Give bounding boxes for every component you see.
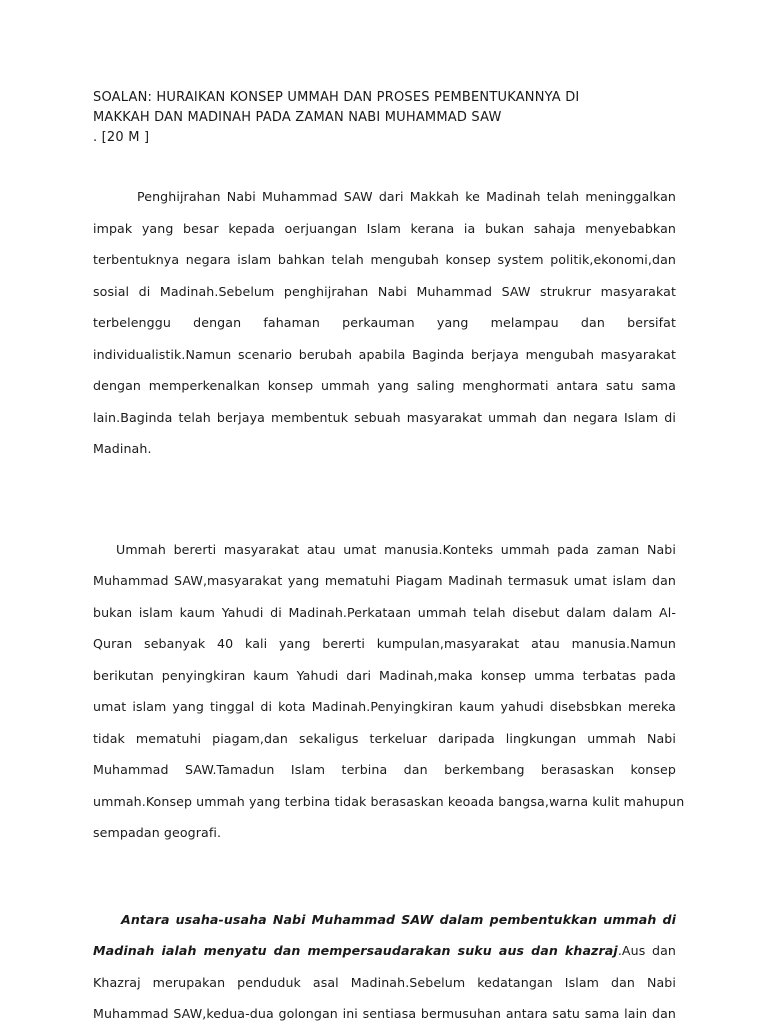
- regular-text: .Aus dan: [617, 943, 676, 958]
- paragraph-line: Muhammad SAW,masyarakat yang mematuhi Piagam Madinah termasuk umat islam dan: [93, 573, 676, 588]
- question-line-2: MAKKAH DAN MADINAH PADA ZAMAN NABI MUHAMMAD SAW: [93, 110, 502, 125]
- paragraph-line: [93, 935, 676, 967]
- paragraph-line: sosial di Madinah.Sebelum penghijrahan Nabi Muhammad SAW strukrur masyarakat: [93, 283, 676, 299]
- question-heading: [93, 88, 693, 148]
- paragraph-line: Quran sebanyak 40 kali yang bererti kumpulan,masyarakat atau manusia.Namun: [93, 636, 676, 651]
- question-marks: . [20 M ]: [93, 130, 150, 145]
- paragraph-line: Madinah.: [93, 441, 152, 456]
- paragraph-line: berikutan penyingkiran kaum Yahudi dari Madinah,maka konsep umma terbatas pada: [93, 667, 676, 683]
- paragraph-line: terbentuknya negara islam bahkan telah mengubah konsep system politik,ekonomi,dan: [93, 252, 676, 267]
- paragraph-ummah-definition: [93, 534, 685, 849]
- paragraph-line: impak yang besar kepada oerjuangan Islam kerana ia bukan sahaja menyebabkan: [93, 220, 676, 236]
- paragraph-line: Penghijrahan Nabi Muhammad SAW dari Makkah ke Madinah telah meninggalkan: [137, 189, 676, 204]
- essay-body: [93, 181, 685, 1030]
- paragraph-introduction: [93, 181, 676, 465]
- paragraph-line: Muhammad SAW,kedua-dua golongan ini sentiasa bermusuhan antara satu sama lain dan: [93, 1006, 676, 1021]
- paragraph-efforts: [93, 904, 676, 1030]
- bold-italic-text: Antara usaha-usaha Nabi Muhammad SAW dalam pembentukkan ummah di: [121, 911, 676, 927]
- paragraph-line: umat islam yang tinggal di kota Madinah.Penyingkiran kaum yahudi disebsbkan mereka: [93, 699, 676, 714]
- bold-italic-text: Madinah ialah menyatu dan mempersaudarakan suku aus dan khazraj: [93, 943, 618, 958]
- paragraph-line: tidak mematuhi piagam,dan sekaligus terkeluar daripada lingkungan ummah Nabi: [93, 730, 676, 746]
- question-line-1: SOALAN: HURAIKAN KONSEP UMMAH DAN PROSES PEMBENTUKANNYA DI: [93, 90, 580, 105]
- paragraph-line: individualistik.Namun scenario berubah apabila Baginda berjaya mengubah masyarakat: [93, 346, 676, 362]
- paragraph-line: dengan memperkenalkan konsep ummah yang saling menghormati antara satu sama: [93, 378, 676, 393]
- paragraph-line: Khazraj merupakan penduduk asal Madinah.Sebelum kedatangan Islam dan Nabi: [93, 974, 676, 990]
- paragraph-line: bukan islam kaum Yahudi di Madinah.Perkataan ummah telah disebut dalam dalam Al-: [93, 604, 676, 620]
- paragraph-line: Muhammad SAW.Tamadun Islam terbina dan berkembang berasaskan konsep: [93, 762, 676, 777]
- paragraph-line: lain.Baginda telah berjaya membentuk sebuah masyarakat ummah dan negara Islam di: [93, 409, 676, 425]
- paragraph-line: terbelenggu dengan fahaman perkauman yang melampau dan bersifat: [93, 315, 676, 330]
- paragraph-line: [93, 904, 676, 936]
- paragraph-line: Ummah bererti masyarakat atau umat manusia.Konteks ummah pada zaman Nabi: [116, 541, 676, 557]
- paragraph-line: ummah.Konsep ummah yang terbina tidak berasaskan keoada bangsa,warna kulit mahupun: [93, 793, 685, 809]
- paragraph-line: sempadan geografi.: [93, 825, 222, 840]
